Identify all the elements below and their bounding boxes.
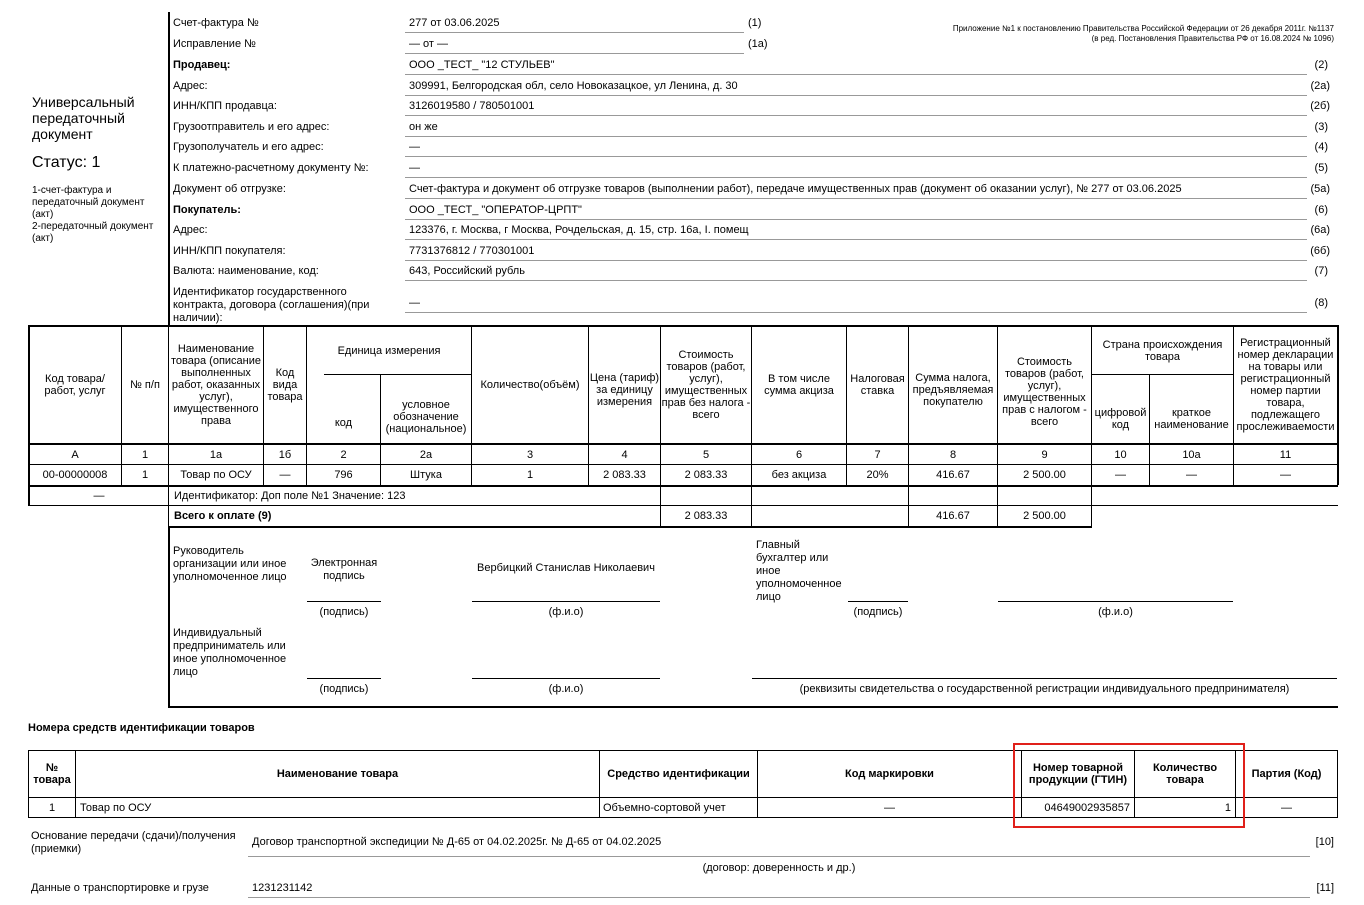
doc-status: Статус: 1 (32, 154, 101, 171)
field-code-consignee: (4) (1314, 141, 1328, 153)
td-excise: без акциза (771, 469, 827, 481)
id-th-marking: Код маркировки (845, 768, 934, 780)
td-unit-name: Штука (410, 469, 442, 481)
field-label-seller: Продавец: (173, 59, 231, 71)
id-th-batch: Партия (Код) (1251, 768, 1322, 780)
field-code-shipment-doc: (5а) (1310, 183, 1330, 195)
th-name: Наименование товара (описание выполненных работ, оказанных услуг), имущественного права (171, 343, 261, 427)
col-code: 11 (1279, 448, 1292, 461)
col-code: 1б (278, 448, 292, 461)
td-cost-with-tax: 2 500.00 (1023, 469, 1066, 481)
id-row-text: Идентификатор: Доп поле №1 Значение: 123 (174, 489, 406, 502)
chief-sign-caption: (подпись) (853, 606, 903, 618)
head-sign-caption: (подпись) (319, 606, 369, 618)
doc-title: Универсальный передаточный документ (32, 94, 135, 142)
th-country-group: Страна происхождения товара (1102, 338, 1223, 363)
id-td-gtin: 04649002935857 (1044, 801, 1130, 814)
col-code: 10 (1114, 448, 1127, 461)
td-num: 1 (141, 469, 149, 481)
th-type-code: Код вида товара (267, 367, 303, 403)
col-code: 9 (1041, 448, 1048, 461)
td-product-code: 00-00000008 (42, 469, 108, 481)
head-name: Вербицкий Станислав Николаевич (477, 562, 655, 574)
field-code-seller: (2) (1314, 59, 1328, 71)
field-value-buyer-inn: 7731376812 / 770301001 (409, 245, 535, 257)
td-name: Товар по ОСУ (180, 469, 252, 481)
td-reg-num: — (1280, 469, 1291, 481)
td-qty: 1 (526, 469, 534, 481)
field-label-currency: Валюта: наименование, код: (173, 265, 319, 277)
th-unit-name: условное обозначение (национальное) (385, 399, 467, 435)
ip-reg-caption: (реквизиты свидетельства о государственной регистрации индивидуального предпринимателя) (799, 683, 1290, 695)
th-cost-with-tax: Стоимость товаров (работ, услуг), имущественных прав с налогом - всего (1002, 356, 1087, 428)
field-code-seller-inn: (2б) (1310, 100, 1330, 112)
th-cost-no-tax: Стоимость товаров (работ, услуг), имущественных прав без налога - всего (661, 349, 751, 421)
total-cost-with-tax: 2 500.00 (1023, 510, 1066, 522)
basis-code: [10] (1315, 836, 1334, 848)
col-code: 1а (209, 448, 223, 461)
basis-value: Договор транспортной экспедиции № Д-65 от 04.02.2025г. № Д-65 от 04.02.2025 (252, 836, 662, 848)
col-code: 4 (621, 448, 628, 461)
id-td-num: 1 (48, 801, 56, 814)
ip-fio-caption: (ф.и.о) (548, 683, 584, 695)
th-reg-num: Регистрационный номер декларации на товары или регистрационный номер партии товара, подлежащего прослеживаемости (1236, 337, 1335, 433)
id-row-dash: — (93, 489, 105, 502)
basis-caption: (договор: доверенность и др.) (702, 862, 856, 874)
col-code: 5 (702, 448, 710, 461)
field-label-buyer-address: Адрес: (173, 224, 208, 236)
td-tax-rate: 20% (866, 469, 889, 481)
transport-label: Данные о транспортировке и грузе (31, 882, 209, 894)
field-value-seller-inn: 3126019580 / 780501001 (409, 100, 535, 112)
col-code: 8 (949, 448, 957, 461)
status-note-2: 2-передаточный документ (акт) (32, 221, 154, 244)
field-value-invoice: 277 от 03.06.2025 (409, 17, 500, 29)
id-th-qty: Количество товара (1152, 762, 1218, 786)
id-td-marking: — (884, 801, 895, 814)
field-value-shipper: он же (409, 121, 438, 133)
field-code-correction: (1а) (748, 38, 768, 50)
field-label-buyer-inn: ИНН/КПП покупателя: (173, 245, 286, 257)
field-code-buyer: (6) (1314, 204, 1328, 216)
col-code: А (71, 448, 79, 461)
total-label: Всего к оплате (9) (174, 510, 272, 522)
total-cost-no-tax: 2 083.33 (684, 510, 728, 522)
id-td-means: Объемно-сортовой учет (603, 801, 726, 814)
th-tax-rate: Налоговая ставка (850, 373, 905, 397)
appendix-line-2: (в ред. Постановления Правительства РФ от 16.08.2024 № 1096) (1091, 34, 1334, 43)
field-code-buyer-address: (6а) (1310, 224, 1330, 236)
field-code-shipper: (3) (1314, 121, 1328, 133)
col-code: 1 (141, 448, 149, 461)
field-label-shipment-doc: Документ об отгрузке: (173, 183, 286, 195)
th-tax-sum: Сумма налога, предъявляемая покупателю (912, 372, 994, 408)
id-td-name: Товар по ОСУ (80, 801, 152, 814)
field-value-buyer-address: 123376, г. Москва, г Москва, Рочдельская, д. 15, стр. 16а, I. помещ (409, 224, 749, 236)
field-value-contract: — (409, 297, 420, 309)
field-label-seller-address: Адрес: (173, 80, 208, 92)
head-fio-caption: (ф.и.о) (548, 606, 584, 618)
basis-label: Основание передачи (сдачи)/получения (приемки) (31, 830, 236, 855)
field-value-consignee: — (409, 141, 420, 153)
td-country-code: — (1115, 469, 1126, 481)
td-unit-code: 796 (334, 469, 353, 481)
appendix-line-1: Приложение №1 к постановлению Правительства Российской Федерации от 26 декабря 2011г. №1137 (952, 24, 1334, 33)
th-price: Цена (тариф) за единицу измерения (589, 372, 660, 408)
ip-sign-caption: (подпись) (319, 683, 369, 695)
col-code: 10а (1182, 448, 1201, 461)
id-td-batch: — (1281, 801, 1292, 814)
id-td-qty: 1 (1224, 801, 1231, 814)
th-country-code: цифровой код (1094, 407, 1147, 431)
field-value-shipment-doc: Счет-фактура и документ об отгрузке товаров (выполнении работ), передаче имущественных прав (документ об оказании услуг), № 277 от 03.06.2025 (409, 183, 1182, 195)
esign-label: Электронная подпись (310, 557, 378, 582)
transport-code: [11] (1316, 882, 1334, 894)
field-code-buyer-inn: (6б) (1310, 245, 1330, 257)
td-tax-sum: 416.67 (936, 469, 970, 481)
chief-fio-caption: (ф.и.о) (1098, 606, 1133, 618)
field-value-seller: ООО _ТЕСТ_ "12 СТУЛЬЕВ" (409, 59, 555, 71)
th-unit-group: Единица измерения (337, 344, 441, 357)
field-label-seller-inn: ИНН/КПП продавца: (173, 100, 277, 112)
td-cost-no-tax: 2 083.33 (684, 469, 728, 481)
field-label-correction: Исправление № (173, 38, 256, 50)
th-num: № п/п (130, 379, 160, 391)
field-code-invoice: (1) (748, 17, 762, 29)
th-excise: В том числе сумма акциза (764, 373, 834, 397)
transport-value: 1231231142 (252, 882, 313, 894)
id-th-means: Средство идентификации (607, 768, 750, 780)
id-section-title: Номера средств идентификации товаров (28, 722, 255, 734)
td-country-name: — (1186, 469, 1197, 481)
chief-acc-label: Главный бухгалтер или иное уполномоченное лицо (756, 539, 842, 603)
field-label-invoice: Счет-фактура № (173, 17, 259, 29)
col-code: 7 (874, 448, 881, 461)
total-tax-sum: 416.67 (936, 510, 970, 522)
th-qty: Количество(объём) (480, 379, 580, 391)
td-type-code: — (279, 469, 291, 481)
head-label: Руководитель организации или иное уполномоченное лицо (173, 545, 287, 583)
field-code-currency: (7) (1314, 265, 1328, 277)
field-value-seller-address: 309991, Белгородская обл, село Новоказацкое, ул Ленина, д. 30 (409, 80, 738, 92)
field-code-contract: (8) (1314, 297, 1328, 309)
field-value-correction: — от — (409, 38, 449, 50)
th-country-name: краткое наименование (1154, 407, 1229, 431)
col-code: 2 (340, 448, 347, 461)
td-price: 2 083.33 (603, 469, 646, 481)
gtin-highlight-box (1013, 743, 1245, 828)
field-code-seller-address: (2а) (1310, 80, 1330, 92)
field-label-shipper: Грузоотправитель и его адрес: (173, 121, 330, 133)
status-note-1: 1-счет-фактура и передаточный документ (акт) (32, 185, 145, 220)
th-product-code: Код товара/ работ, услуг (44, 373, 106, 397)
field-label-buyer: Покупатель: (173, 204, 241, 216)
col-code: 2а (419, 448, 433, 461)
field-value-payment-doc: — (409, 162, 420, 174)
id-th-name: Наименование товара (276, 768, 399, 780)
col-code: 6 (795, 448, 803, 461)
field-label-contract: Идентификатор государственного контракта, договора (соглашения)(при наличии): (173, 286, 370, 324)
col-code: 3 (526, 448, 534, 461)
field-label-payment-doc: К платежно-расчетному документу №: (173, 162, 369, 174)
field-value-currency: 643, Российский рубль (409, 265, 525, 277)
field-value-buyer: ООО _ТЕСТ_ "ОПЕРАТОР-ЦРПТ" (409, 204, 582, 216)
field-label-consignee: Грузополучатель и его адрес: (173, 141, 324, 153)
id-th-num: № товара (33, 762, 71, 786)
field-code-payment-doc: (5) (1314, 162, 1328, 174)
id-th-gtin: Номер товарной продукции (ГТИН) (1028, 762, 1128, 786)
th-unit-code: код (334, 417, 353, 429)
ip-label: Индивидуальный предприниматель или иное уполномоченное лицо (173, 627, 287, 678)
left-separator (168, 12, 170, 326)
